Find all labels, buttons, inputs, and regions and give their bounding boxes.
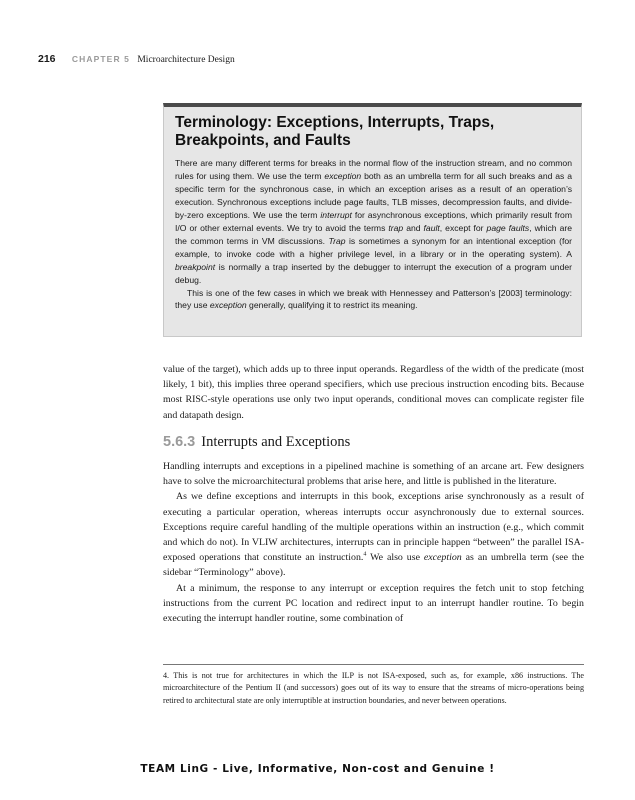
footnote-divider (163, 664, 584, 665)
section-number: 5.6.3 (163, 434, 196, 450)
running-header (38, 53, 598, 66)
section-heading (163, 433, 350, 451)
sidebar-title: Terminology: Exceptions, Interrupts, Traps, Breakpoints, and Faults (175, 114, 495, 149)
page-number: 216 (38, 53, 56, 65)
body-paragraph-1: value of the target), which adds up to three input operands. Regardless of the width of the predicate (most likely, 1 bit), this implies three operand specifiers, which use precious instruction encoding bits. Because most RISC-style operations use only two input operands, conditional moves can complicate register file and datapath design. (163, 364, 584, 421)
sidebar-paragraph-1: There are many different terms for breaks in the normal flow of the instruction stream, and no common rules for using them. We use the term exception both as an umbrella term for all such breaks and as a specific term for the synchronous case, in which an exception arises as a result of an operation’s execution. Synchronous exceptions include page faults, TLB misses, decompression faults, and divide-by-zero exceptions. We use the term interrupt for asynchronous exceptions, which primarily result from I/O or other external events. We try to avoid the terms trap and fault, except for page faults, which are the common terms in VM discussions. Trap is sometimes a synonym for an intentional exception (for example, to invoke code with a higher privilege level, in a library or in the operating system). A breakpoint is normally a trap inserted by the debugger to interrupt the execution of a program under debug. (175, 158, 572, 285)
body-paragraph-4: At a minimum, the response to any interrupt or exception requires the fetch unit to stop fetching instructions from the current PC location and redirect input to an interrupt handler routine. To begin executing the interrupt handler routine, some combination of (163, 582, 584, 625)
section-title: Interrupts and Exceptions (201, 434, 351, 450)
footer-banner: TEAM LinG - Live, Informative, Non-cost and Genuine ! (140, 763, 495, 775)
chapter-title: Microarchitecture Design (137, 55, 235, 65)
body-paragraph-2: Handling interrupts and exceptions in a pipelined machine is something of an arcane art. Few designers have to solve the microarchitectural problems that arise here, and little is published in the literature. (163, 461, 584, 488)
sidebar-paragraph-2: This is one of the few cases in which we break with Hennessey and Patterson’s [2003] terminology: they use exception generally, qualifying it to restrict its meaning. (175, 287, 572, 311)
body-paragraph-3: As we define exceptions and interrupts in this book, exceptions arise synchronously as a result of executing a particular operation, whereas interrupts occur asynchronously due to external sources. Exceptions require careful handling of the multiple operations within an instruction (e.g., which commit and which do not). In VLIW architectures, interrupts can in principle happen “between” the parallel ISA-exposed operations that constitute an instruction.$^4$ We also use exception as an umbrella term (see the sidebar “Terminology” above). (163, 491, 584, 579)
section-body (163, 459, 584, 626)
terminology-sidebar (163, 103, 582, 337)
chapter-label: CHAPTER 5 (71, 54, 130, 64)
footnote-marker: 4 (363, 551, 367, 558)
footnote: 4. This is not true for architectures in which the ILP is not ISA-exposed, such as, for example, x86 instructions. The microarchitecture of the Pentium II (and successors) goes out of its way to ensure that the streams of micro-operations being retired to architectural state are only interruptible at instruction boundaries, and never between operations. (163, 671, 584, 705)
